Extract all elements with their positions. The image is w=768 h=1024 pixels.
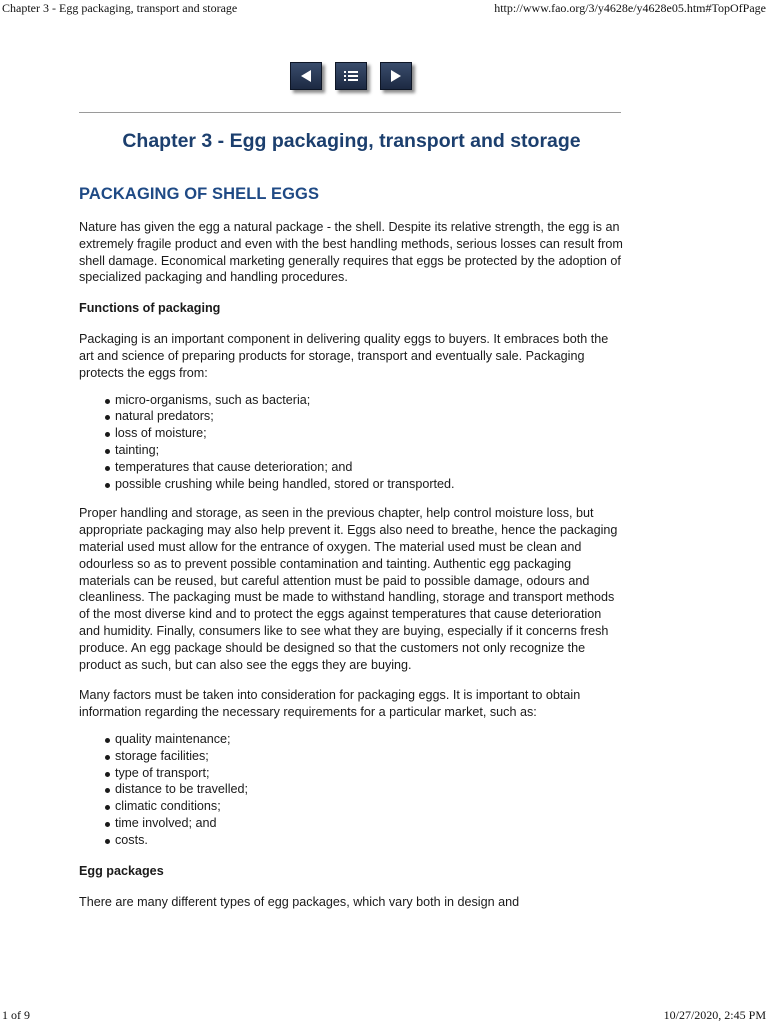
print-header-url: http://www.fao.org/3/y4628e/y4628e05.htm#TopOfPage	[494, 1, 766, 15]
egg-packages-paragraph: There are many different types of egg packages, which vary both in design and	[79, 894, 520, 909]
print-footer	[0, 1008, 768, 1024]
list-item: climatic conditions;	[115, 798, 624, 815]
list-item: quality maintenance;	[115, 731, 624, 748]
list-item: possible crushing while being handled, stored or transported.	[115, 476, 624, 493]
horizontal-divider	[79, 112, 621, 113]
protects-list	[79, 392, 624, 493]
list-item: type of transport;	[115, 765, 624, 782]
right-arrow-icon	[388, 69, 404, 83]
next-page-button[interactable]	[380, 62, 412, 90]
list-item: micro-organisms, such as bacteria;	[115, 392, 624, 409]
previous-page-button[interactable]	[290, 62, 322, 90]
print-timestamp: 10/27/2020, 2:45 PM	[663, 1008, 766, 1022]
article	[79, 124, 624, 910]
list-item: storage facilities;	[115, 748, 624, 765]
list-item: time involved; and	[115, 815, 624, 832]
subheading-functions: Functions of packaging	[79, 301, 221, 316]
list-item: costs.	[115, 832, 624, 849]
factors-list	[79, 731, 624, 849]
page-navigation	[290, 62, 420, 94]
page-counter: 1 of 9	[2, 1008, 30, 1022]
list-icon	[342, 69, 360, 83]
list-item: distance to be travelled;	[115, 781, 624, 798]
handling-paragraph: Proper handling and storage, as seen in the previous chapter, help control moisture loss, but appropriate packaging may also help prevent it. Eggs also need to breathe, hence the packaging material used must allow for the entrance of oxygen. The material used must be clean and odourless so as to prevent possible contamination and tainting. Authentic egg packaging materials can be reused, but careful attention must be paid to possible damage, odours and cleanliness. The packaging must be made to withstand handling, storage and transport methods of the most diverse kind and to protect the eggs against temperatures that cause deterioration and humidity. Finally, consumers like to see what they are buying, especially if it concerns fresh produce. An egg package should be designed so that the customers not only recognize the product as such, but can also see the eggs they are buying.	[79, 506, 618, 672]
factors-paragraph: Many factors must be taken into consideration for packaging eggs. It is important to obtain information regarding the necessary requirements for a particular market, such as:	[79, 688, 581, 720]
print-header	[0, 1, 768, 17]
table-of-contents-button[interactable]	[335, 62, 367, 90]
print-header-title: Chapter 3 - Egg packaging, transport and storage	[2, 1, 238, 15]
intro-paragraph: Nature has given the egg a natural package - the shell. Despite its relative strength, the egg is an extremely fragile product and even with the best handling methods, serious losses can result from shell damage. Economical marketing generally requires that eggs be protected by the adoption of specialized packaging and handling procedures.	[79, 220, 623, 285]
subheading-egg-packages: Egg packages	[79, 863, 164, 878]
functions-paragraph: Packaging is an important component in delivering quality eggs to buyers. It embraces both the art and science of preparing products for storage, transport and eventually sale. Packaging protects the eggs from:	[79, 332, 609, 380]
list-item: natural predators;	[115, 408, 624, 425]
chapter-title: Chapter 3 - Egg packaging, transport and storage	[122, 130, 581, 152]
list-item: temperatures that cause deterioration; and	[115, 459, 624, 476]
section-title: PACKAGING OF SHELL EGGS	[79, 185, 320, 203]
list-item: loss of moisture;	[115, 425, 624, 442]
left-arrow-icon	[298, 69, 314, 83]
list-item: tainting;	[115, 442, 624, 459]
